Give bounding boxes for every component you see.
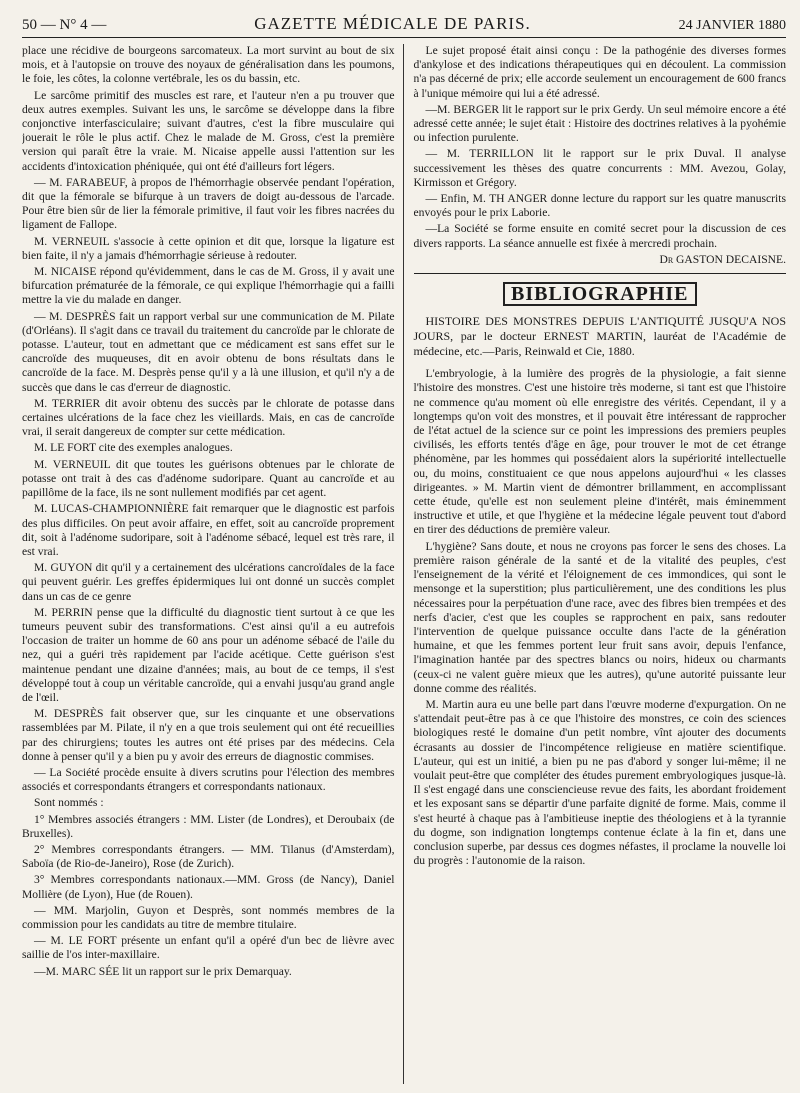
page-number: 50 — N° 4 — — [22, 17, 107, 33]
paragraph: —La Société se forme ensuite en comité secret pour la discussion de ces divers rapports. La séance annuelle est fixée à mercredi prochain. — [413, 222, 786, 250]
paragraph: 1° Membres associés étrangers : MM. Lister (de Londres), et Deroubaix (de Bruxelles). — [22, 812, 395, 840]
paragraph: M. TERRIER dit avoir obtenu des succès par le chlorate de potasse dans certaines ulcérations de la face chez les vieillards. Mais, en cas de cancroïde vrai, il serait dangereux de compter sur cette médication. — [22, 396, 395, 439]
paragraph: L'hygiène? Sans doute, et nous ne croyons pas forcer le sens des choses. La première raison générale de la santé et de la vitalité des peuples, c'est l'enseignement de la vérité et l'éloignement de ces immondices, qui sont le mensonge et la superstition; plus particulièrement, une des conditions les plus nécessaires pour la perpétuation d'une race, avec des fibres bien trempées et des nerfs d'acier, c'est que les couples se rapprochent en paix, sans redouter l'intervention de quelque puissance occulte dans l'acte de la génération humaine, et que les femmes portent leur fruit sans avoir, depuis l'enfance, l'imagination hantée par des spectres blancs ou noirs, hideux ou charmants (ceux-ci ne valent guère mieux que les autres), qu'une autorité puissante leur donne comme des réalités. — [413, 539, 786, 695]
paragraph: — M. LE FORT présente un enfant qu'il a opéré d'un bec de lièvre avec saillie de l'os inter-maxillaire. — [22, 934, 395, 962]
book-reference: HISTOIRE DES MONSTRES DEPUIS L'ANTIQUITÉ JUSQU'A NOS JOURS, par le docteur ERNEST MARTIN, lauréat de l'Académie de médecine, etc.—Paris, Reinwald et Cie, 1880. — [413, 314, 786, 359]
left-column — [22, 44, 403, 1084]
paragraph: — M. FARABEUF, à propos de l'hémorrhagie observée pendant l'opération, dit que la fémorale se bifurque à un travers de doigt au-dessous de l'arcade. Pour être bien sûr de lier la fémorale primitive, il faut voir les fibres nacrées du ligament de Fallope. — [22, 175, 395, 232]
issue-date: 24 JANVIER 1880 — [678, 18, 786, 33]
paragraph: M. PERRIN pense que la difficulté du diagnostic tient surtout à ce que les tumeurs peuvent subir des transformations. C'est ainsi qu'il a eu autrefois l'occasion de traiter un homme de 60 ans pour un adénome sébacé de l'aile du nez, qui a guéri très rapidement par l'acide acétique. Cette guérison s'est maintenue pendant une dizaine d'années; mais, au bout de ce temps, il s'est développé tout à coup un véritable cancroïde, qui a envahi jusqu'au grand angle de l'œil. — [22, 605, 395, 704]
paragraph: — M. TERRILLON lit le rapport sur le prix Duval. Il analyse successivement les thèses des quatre concurrents : MM. Avezou, Golay, Kirmisson et Grégory. — [413, 147, 786, 189]
paragraph: — La Société procède ensuite à divers scrutins pour l'élection des membres associés et correspondants étrangers et correspondants nationaux. — [22, 765, 395, 794]
paragraph: M. DESPRÈS fait observer que, sur les cinquante et une observations rassemblées par M. Pilate, il n'y en a que trois seulement qui ont été recueillies par des chirurgiens; toutes les autres ont été prises par des médecins. Cela donne à penser qu'il y a bien pu y avoir des erreurs de diagnostic commises. — [22, 707, 395, 763]
paragraph: Le sujet proposé était ainsi conçu : De la pathogénie des diverses formes d'ankylose et des indications thérapeutiques qui en découlent. La commission n'a pas décerné de prix; elle accorde seulement un encouragement de 600 francs à l'unique mémoire qui lui a été adressé. — [413, 44, 786, 100]
paragraph: M. Martin aura eu une belle part dans l'œuvre moderne d'expurgation. On ne s'attendait peut-être pas à ce que l'histoire des monstres, ce coin des sciences biologiques resté le domaine d'un petit nombre, vînt ajouter des documents écrasants au dossier de l'incompétence religieuse en matière scientifique. L'auteur, qui est un initié, a bien pu ne pas d'abord y songer lui-même; il ne voulait peut-être que compléter des études purement embryologiques jusque-là. Il s'est engagé dans une consciencieuse revue des faits, les abordant froidement et les exposant sans se départir d'une parfaite dignité de forme. Mais, comme il s'est heurté à chaque pas à l'ambitieuse ineptie des théologiens et à la tyrannie du dogme, son indignation longtemps contenue éclate à la fin et, dans une conclusion superbe, par dessus ces dogmes néfastes, il proclame la nouvelle loi du progrès : l'autonomie de la raison. — [413, 697, 786, 868]
right-column — [403, 44, 787, 1084]
paragraph: — M. DESPRÈS fait un rapport verbal sur une communication de M. Pilate (d'Orléans). Il s'agit dans ce travail du traitement du cancroïde par le chlorate de potasse. L'auteur, tout en admettant que ce médicament est sans effet sur le cancroïde des muqueuses, dit en avoir obtenu de bons résultats dans le cancroïde de la face. M. Desprès pense qu'il y a là une illusion, et qu'il n'y a de succès que dans le cas d'erreur de diagnostic. — [22, 309, 395, 394]
paragraph: M. LE FORT cite des exemples analogues. — [34, 441, 233, 455]
columns — [22, 44, 786, 1084]
paragraph: —M. BERGER lit le rapport sur le prix Gerdy. Un seul mémoire encore a été adressé cette année; le sujet était : Histoire des doctrines relatives à la pyohémie ou infection purulente. — [413, 102, 786, 145]
paragraph: 3° Membres correspondants nationaux.—MM. Gross (de Nancy), Daniel Mollière (de Lyon), Hue (de Rouen). — [22, 873, 395, 901]
paragraph: L'embryologie, à la lumière des progrès de la physiologie, a fait sienne l'histoire des monstres. C'est une histoire très moderne, si tant est que l'histoire ne commence qu'au moment où elle enregistre des vérités. Cependant, il y a longtemps qu'on voit des monstres, et il pouvait être intéressant de rapprocher de l'état actuel de la science sur ce point les impressions des premiers peuples civilisés, les efforts tentés d'âge en âge, pour trouver le mot de cet étrange phénomène, par les hommes qui possédaient alors la supériorité intellectuelle ou, du moins, constituaient ce que nous appelons aujourd'hui « les classes dirigeantes. » M. Martin vient de démontrer brillamment, en accomplissant cette étude, qu'elle est non seulement pleine d'intérêt, mais éminemment instructive et utile, et que l'hygiène et la médecine légale peuvent tout d'abord en tirer des déductions de première valeur. — [413, 367, 786, 537]
paragraph: 2° Membres correspondants étrangers. — MM. Tilanus (d'Amsterdam), Saboïa (de Rio-de-Janeiro), Rose (de Zurich). — [22, 842, 395, 871]
paragraph: —M. MARC SÉE lit un rapport sur le prix Demarquay. — [34, 964, 292, 978]
paragraph: Le sarcôme primitif des muscles est rare, et l'auteur n'en a pu trouver que deux autres exemples. Suivant les uns, le sarcôme se développe dans la fibre conjonctive interfasciculaire; suivant d'autres, c'est la fibre musculaire qui jouerait le rôle le plus actif. Chez le malade de M. Gross, c'est la première version qui paraît être la vraie. M. Nicaise appelle aussi l'attention sur les accidents d'intoxication phéniquée, qui ont été d'ailleurs fort légers. — [22, 88, 395, 173]
section-heading: BIBLIOGRAPHIE — [503, 282, 697, 306]
paragraph: M. VERNEUIL s'associe à cette opinion et dit que, lorsque la ligature est bien faite, il n'y a jamais d'hémorrhagie sérieuse à redouter. — [22, 234, 395, 262]
journal-title: GAZETTE MÉDICALE DE PARIS. — [254, 14, 531, 33]
paragraph: place une récidive de bourgeons sarcomateux. La mort survint au bout de six mois, et à l'autopsie on trouve des noyaux de généralisation dans les poumons, le foie, les côtes, la colonne vertébrale, les os du bassin, etc. — [22, 44, 395, 86]
paragraph: M. VERNEUIL dit que toutes les guérisons obtenues par le chlorate de potasse ont trait à des cas d'adénome sudoripare. Quant au cancroïde et au papillôme de la face, ils ne sont nullement modifiés par cet agent. — [22, 457, 395, 500]
paragraph: M. NICAISE répond qu'évidemment, dans le cas de M. Gross, il y avait une bifurcation prématurée de la fémorale, ce qui explique l'hémorrhagie qui a failli mettre la vie du malade en danger. — [22, 265, 395, 307]
paragraph: M. LUCAS-CHAMPIONNIÈRE fait remarquer que le diagnostic est parfois des plus difficiles. On peut avoir affaire, en effet, soit au cancroïde proprement dit, soit à l'adénome sudoripare, soit à l'adénome sébacé, lequel est très rare, il est vrai. — [22, 502, 395, 558]
paragraph: M. GUYON dit qu'il y a certainement des ulcérations cancroïdales de la face qui peuvent guérir. Les greffes épidermiques lui ont donné un succès complet dans un cas de ce genre — [22, 561, 395, 603]
paragraph: Sont nommés : — [34, 796, 104, 810]
section-divider — [414, 273, 787, 274]
signature: Dr GASTON DECAISNE. — [659, 252, 786, 266]
page-header — [22, 12, 786, 38]
paragraph: — MM. Marjolin, Guyon et Desprès, sont nommés membres de la commission pour les candidats au titre de membre titulaire. — [22, 903, 395, 931]
paragraph: — Enfin, M. TH ANGER donne lecture du rapport sur les quatre manuscrits envoyés pour le prix Laborie. — [413, 192, 786, 220]
